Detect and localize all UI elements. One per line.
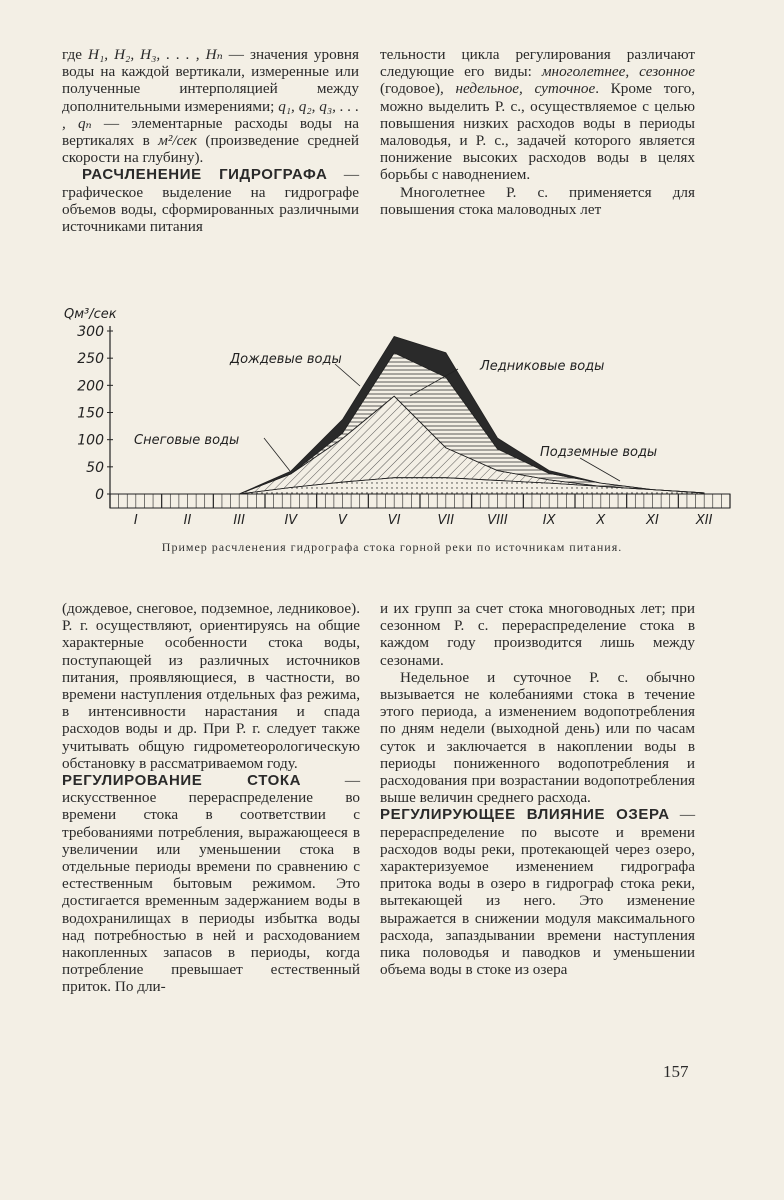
y-tick-label: 300 — [77, 324, 104, 340]
entry-flow-regulation — [62, 772, 360, 996]
entry-term: РЕГУЛИРОВАНИЕ СТОКА — [62, 772, 302, 790]
x-tick-label: VIII — [487, 513, 508, 528]
series-label-leader — [580, 458, 620, 481]
column-top-left — [62, 46, 359, 235]
paragraph: (дождевое, снеговое, подземное, ледниковое). Р. г. осуществляют, ориентируясь на общие характерные особенности стока воды, поступающей из различных источников питания, проявляющиеся, в частности, во времени наступления отдельных фаз режима, в интенсивности нарастания и спада расходов воды и др. При Р. г. следует также учитывать общую гидрометеорологическую обстановку в рассматриваемом году. — [62, 600, 360, 772]
paragraph: Многолетнее Р. с. применяется для повышения стока маловодных лет — [380, 183, 695, 218]
entry-text: — перераспределение по высоте и времени расходов воды реки, протекающей через озеро, характеризуемое изменением гидрографа притока воды в озеро в гидрограф стока реки, вытекающей из него. Это изменение выражается в снижении модуля максимального расхода, запаздывании времени наступления пика половодья и паводков и уменьшении объема воды в стоке из озера — [380, 806, 695, 979]
text: — значения уровня воды на каждой вертикали, измеренные или полученные интерполяцией между дополнительными измерениями; — [62, 46, 359, 115]
series-label: Снеговые воды — [134, 433, 240, 448]
x-tick-label: X — [596, 513, 606, 528]
entry-term: РАСЧЛЕНЕНИЕ ГИДРОГРАФА — [82, 166, 328, 184]
entry-lake-regulation — [380, 806, 695, 978]
y-tick-label: 200 — [77, 378, 104, 395]
x-tick-label: VI — [387, 513, 401, 528]
series-label-leader — [335, 364, 360, 386]
series-label: Ледниковые воды — [480, 359, 605, 374]
unit: м²/сек — [158, 132, 197, 150]
hydrograph-chart — [60, 296, 740, 528]
column-top-right — [380, 46, 695, 218]
paragraph: и их групп за счет стока многоводных лет; при сезонном Р. с. перераспределение стока в каждом году производится лишь между сезонами. — [380, 600, 695, 669]
emphasis: недельное, суточное — [455, 80, 596, 98]
entry-term: РЕГУЛИРУЮЩЕЕ ВЛИЯНИЕ ОЗЕРА — [380, 806, 670, 824]
emphasis: многолетнее, сезонное — [541, 63, 695, 81]
y-tick-label: 250 — [77, 351, 104, 368]
formula: H₁, H₂, H₃, . . . , Hₙ — [87, 46, 223, 63]
series-label: Дождевые воды — [230, 352, 342, 367]
x-tick-label: III — [233, 513, 245, 528]
x-tick-label: VII — [437, 513, 455, 528]
y-tick-label: 150 — [77, 405, 104, 422]
entry-hydrograph-separation — [62, 166, 359, 235]
hydrograph-figure — [60, 296, 740, 528]
text: — элементарные расходы воды на вертикалях в — [62, 114, 359, 150]
text: где — [62, 46, 88, 63]
column-bottom-right — [380, 600, 695, 978]
series-label-leader — [264, 438, 290, 471]
formula-explanation — [62, 46, 359, 166]
paragraph: Недельное и суточное Р. с. обычно вызывается не колебаниями стока в течение этого периода, а изменением водопотребления по дням недели (выходной день) или по часам суток и заключается в накоплении воды в периоды пониженного водопотребления и расходования при возрастании водопотребления выше величин среднего расхода. — [380, 668, 695, 807]
x-tick-label: II — [183, 513, 192, 528]
x-tick-label: I — [133, 513, 138, 528]
x-tick-label: V — [338, 513, 347, 528]
formula: q₁, q₂, q₃, . . . , qₙ — [62, 97, 359, 132]
plot-area — [64, 307, 730, 528]
text: (годовое), — [380, 80, 456, 98]
text: . Кроме того, можно выделить Р. с., осуществляемое с целью повышения низких расходов воды в периоды маловодья, и Р. с., задачей которого является понижение высоких расходов воды в целях борьбы с наводнением. — [380, 80, 695, 184]
y-axis-label: Qм³/сек — [64, 307, 117, 322]
series-label: Подземные воды — [540, 445, 658, 460]
y-tick-label: 0 — [95, 487, 104, 503]
paragraph — [380, 46, 695, 184]
text: (произведение средней скорости на глубину). — [62, 132, 359, 167]
x-tick-label: IV — [284, 513, 298, 528]
y-tick-label: 50 — [86, 459, 104, 476]
text: тельности цикла регулирования различают следующие его виды: — [380, 46, 695, 81]
y-tick-label: 100 — [77, 432, 104, 449]
x-tick-label: XII — [695, 513, 713, 528]
figure-caption: Пример расчленения гидрографа стока горной реки по источникам питания. — [161, 540, 623, 554]
x-tick-label: XI — [646, 513, 659, 528]
entry-text: — графическое выделение на гидрографе объемов воды, сформированных различными источниками питания — [62, 166, 359, 236]
column-bottom-left — [62, 600, 360, 996]
entry-text: — искусственное перераспределение во времени стока в соответствии с требованиями потребления, выражающееся в увеличении или уменьшении стока в отдельные периоды времени по сравнению с естественным бытовым режимом. Это достигается временным задержанием воды в водохранилищах в периоды избытка воды над потребностью в ней и расходованием накопленных запасов в периоды, когда потребление превышает естественный приток. По дли- — [62, 772, 361, 996]
page-number: 157 — [663, 1062, 689, 1081]
x-tick-label: IX — [542, 513, 556, 528]
